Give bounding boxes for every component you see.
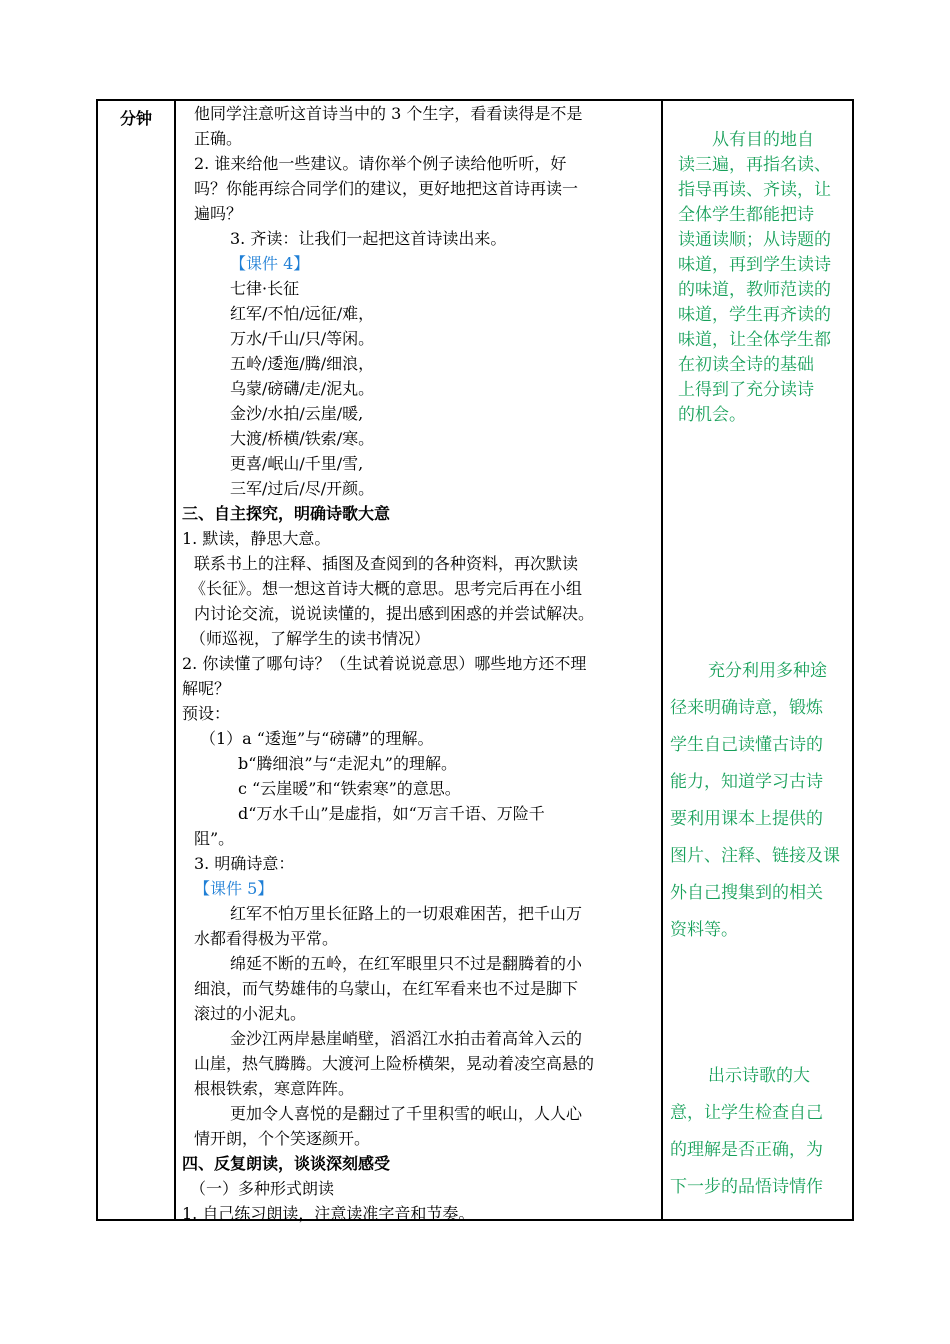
content-line: 更加令人喜悦的是翻过了千里积雪的岷山，人人心 bbox=[230, 1104, 583, 1123]
poem-title: 七律·长征 bbox=[230, 279, 300, 298]
poem-line: 三军/过后/尽/开颜。 bbox=[230, 479, 375, 498]
time-column bbox=[98, 101, 174, 129]
content-line: （师巡视，了解学生的读书情况） bbox=[190, 629, 431, 648]
note-line: 径来明确诗意，锻炼 bbox=[670, 698, 823, 718]
note-line: 的味道，教师范读的 bbox=[678, 280, 831, 300]
poem-line: 更喜/岷山/千里/雪, bbox=[230, 454, 364, 473]
poem-line: 金沙/水拍/云崖/暖, bbox=[230, 404, 364, 423]
note-line: 味道，再到学生读诗 bbox=[678, 255, 831, 275]
section-heading: 三、自主探究，明确诗歌大意 bbox=[182, 504, 391, 523]
content-line: 预设： bbox=[182, 704, 231, 723]
section-heading: 四、反复朗读，谈谈深刻感受 bbox=[182, 1154, 391, 1173]
note-line: 在初读全诗的基础 bbox=[678, 355, 814, 375]
note-line: 充分利用多种途 bbox=[708, 661, 827, 681]
content-line: 他同学注意听这首诗当中的 3 个生字，看看读得是不是 bbox=[194, 104, 583, 123]
content-line: 水都看得极为平常。 bbox=[194, 929, 339, 948]
content-line: （1）a “逶迤”与“磅礴”的理解。 bbox=[200, 729, 434, 748]
note-line: 出示诗歌的大 bbox=[708, 1066, 810, 1086]
content-line: 细浪，而气势雄伟的乌蒙山，在红军看来也不过是脚下 bbox=[194, 979, 579, 998]
note-line: 要利用课本上提供的 bbox=[670, 809, 823, 829]
content-line: 吗？你能再综合同学们的建议，更好地把这首诗再读一 bbox=[194, 179, 579, 198]
courseware-label: 【课件 4】 bbox=[230, 254, 310, 273]
content-line: 联系书上的注释、插图及查阅到的各种资料，再次默读 bbox=[194, 554, 579, 573]
note-line: 外自己搜集到的相关 bbox=[670, 883, 823, 903]
courseware-label: 【课件 5】 bbox=[194, 879, 274, 898]
content-line: 1. 默读，静思大意。 bbox=[182, 529, 331, 548]
column-divider bbox=[661, 101, 663, 1219]
content-line: 《长征》。想一想这首诗大概的意思。思考完后再在小组 bbox=[190, 579, 583, 598]
note-line: 读通读顺；从诗题的 bbox=[678, 230, 831, 250]
content-line: b“腾细浪”与“走泥丸”的理解。 bbox=[238, 754, 457, 773]
note-line: 味道，学生再齐读的 bbox=[678, 305, 831, 325]
content-line: 解呢？ bbox=[182, 679, 231, 698]
content-line: 红军不怕万里长征路上的一切艰难困苦，把千山万 bbox=[230, 904, 583, 923]
time-label: 分钟 bbox=[119, 109, 152, 128]
note-line: 的理解是否正确，为 bbox=[670, 1140, 823, 1160]
content-line: 内讨论交流，说说读懂的，提出感到困惑的并尝试解决。 bbox=[194, 604, 595, 623]
lesson-table bbox=[96, 99, 854, 1221]
note-line: 指导再读、齐读，让 bbox=[678, 180, 831, 200]
content-line: （一）多种形式朗读 bbox=[190, 1179, 335, 1198]
note-line: 下一步的品悟诗情作 bbox=[670, 1177, 823, 1197]
content-line: 1. 自己练习朗读，注意读准字音和节奏。 bbox=[182, 1204, 475, 1223]
column-divider bbox=[174, 101, 176, 1219]
content-line: 绵延不断的五岭，在红军眼里只不过是翻腾着的小 bbox=[230, 954, 583, 973]
poem-line: 大渡/桥横/铁索/寒。 bbox=[230, 429, 375, 448]
note-line: 能力，知道学习古诗 bbox=[670, 772, 823, 792]
note-line: 图片、注释、链接及课 bbox=[670, 846, 840, 866]
note-line: 意，让学生检查自己 bbox=[670, 1103, 823, 1123]
poem-line: 万水/千山/只/等闲。 bbox=[230, 329, 375, 348]
poem-line: 五岭/逶迤/腾/细浪， bbox=[230, 354, 375, 373]
content-line: 滚过的小泥丸。 bbox=[194, 1004, 307, 1023]
content-line: 山崖，热气腾腾。大渡河上险桥横架，晃动着凌空高悬的 bbox=[194, 1054, 595, 1073]
note-line: 资料等。 bbox=[670, 920, 738, 940]
note-line: 学生自己读懂古诗的 bbox=[670, 735, 823, 755]
note-line: 从有目的地自 bbox=[712, 130, 814, 150]
note-line: 读三遍，再指名读、 bbox=[678, 155, 831, 175]
poem-line: 乌蒙/磅礴/走/泥丸。 bbox=[230, 379, 375, 398]
note-line: 全体学生都能把诗 bbox=[678, 205, 814, 225]
note-line: 上得到了充分读诗 bbox=[678, 380, 814, 400]
content-line: 2. 谁来给他一些建议。请你举个例子读给他听听，好 bbox=[194, 154, 567, 173]
content-line: 遍吗？ bbox=[194, 204, 243, 223]
note-line: 味道，让全体学生都 bbox=[678, 330, 831, 350]
content-line: c “云崖暖”和“铁索寒”的意思。 bbox=[238, 779, 461, 798]
note-line: 的机会。 bbox=[678, 405, 746, 425]
content-line: 金沙江两岸悬崖峭壁，滔滔江水拍击着高耸入云的 bbox=[230, 1029, 583, 1048]
poem-line: 红军/不怕/远征/难， bbox=[230, 304, 375, 323]
content-line: 正确。 bbox=[194, 129, 243, 148]
content-line: 阻”。 bbox=[194, 829, 235, 848]
content-line: 3. 明确诗意： bbox=[194, 854, 295, 873]
content-line: 3. 齐读：让我们一起把这首诗读出来。 bbox=[230, 229, 507, 248]
content-line: 情开朗，个个笑逐颜开。 bbox=[194, 1129, 371, 1148]
content-line: 2. 你读懂了哪句诗？（生试着说说意思）哪些地方还不理 bbox=[182, 654, 587, 673]
content-line: 根根铁索，寒意阵阵。 bbox=[194, 1079, 355, 1098]
content-line: d“万水千山”是虚指，如“万言千语、万险千 bbox=[238, 804, 545, 823]
